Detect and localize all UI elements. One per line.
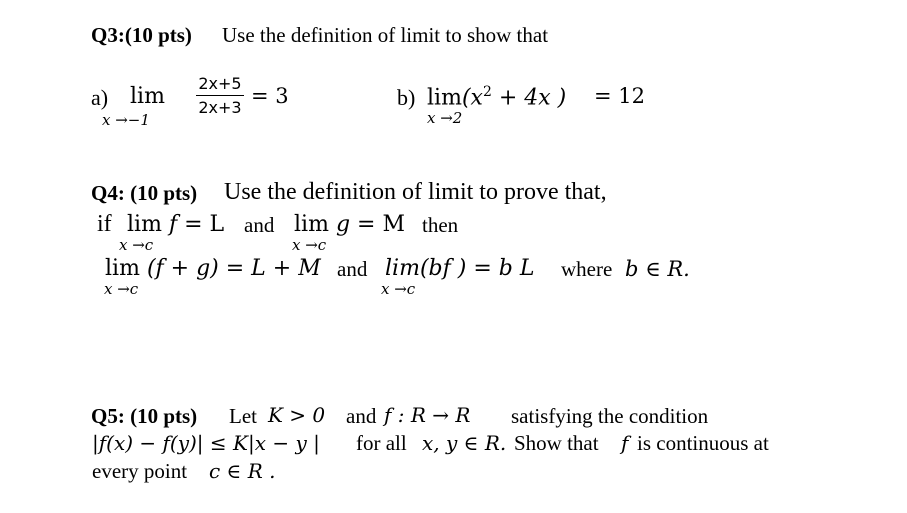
q5-let: Let [229,404,257,428]
q3a-numerator: 2x+5 [198,74,242,93]
q3b-exponent: 2 [482,84,492,100]
q4-then: then [422,213,459,237]
q5-for-all: for all [356,431,407,455]
q4-heading: Q4: (10 pts) [91,181,198,205]
q4-lim3-word: lim [105,256,140,281]
q3a-result: = 3 [251,84,289,108]
q4-lim4-subscript: x →c [381,280,416,298]
q3b-result: = 12 [594,84,645,108]
q4-lim2-subscript: x →c [292,236,327,254]
q4-eq-m: = M [350,212,405,237]
q3a-lim: lim [130,84,165,109]
q3-prompt: Use the definition of limit to show that [222,23,549,47]
q3a-fraction [196,74,244,117]
q4-lim-g [294,212,405,237]
q4-eq-l: = L [177,212,225,237]
q5-continuous: is continuous at [637,431,769,455]
q3b-lim-subscript: x →2 [427,109,463,127]
q5-heading: Q5: (10 pts) [91,404,198,428]
q4-lim1-subscript: x →c [119,236,154,254]
q5-f: f [621,431,629,455]
q4-b-in-r: b ∈ R. [625,257,690,281]
q4-f: f [168,212,178,237]
q3b-lim-word: lim [427,85,462,111]
q5-lipschitz: |f(x) − f(y)| ≤ K|x − y | [92,431,320,455]
q5-every-point: every point [92,459,188,483]
q5-c-in-r: c ∈ R . [209,459,276,483]
q4-if: if [97,211,112,237]
q4-g: g [335,212,351,237]
q5-k-condition: K > 0 [268,403,326,427]
q5-f-map: f : R → R [384,403,471,427]
q4-lim-sum [105,256,321,281]
q4-lim-prod [385,256,534,281]
q3a-lim-subscript: x →−1 [102,111,150,129]
q4-where: where [561,257,613,281]
fraction-bar [196,95,244,96]
q5-satisfying: satisfying the condition [511,404,709,428]
q5-xy-in-r: x, y ∈ R. [422,431,507,455]
q4-prompt: Use the definition of limit to prove that, [224,179,607,205]
q4-and-2: and [337,257,368,281]
q5-show-that: Show that [514,431,599,455]
q3a-label: a) [91,85,109,110]
q3-heading: Q3:(10 pts) [91,23,192,47]
q4-sum-expr: (f + g) = L + M [146,256,321,281]
q4-lim3-subscript: x →c [104,280,139,298]
q3b-expr-rest: + 4x ) [491,85,567,111]
q4-lim1-word: lim [127,212,162,237]
q3b-lim [427,84,566,110]
q3b-label: b) [397,85,416,110]
q3a-denominator: 2x+3 [198,98,242,117]
q4-and-1: and [244,213,275,237]
q4-prod-expr: (bf ) = b L [419,256,535,281]
q3b-expr-open: (x [461,85,483,111]
q4-lim-f [127,212,224,237]
q4-lim4-word: lim [385,256,420,281]
q4-lim2-word: lim [294,212,329,237]
q5-and: and [346,404,377,428]
